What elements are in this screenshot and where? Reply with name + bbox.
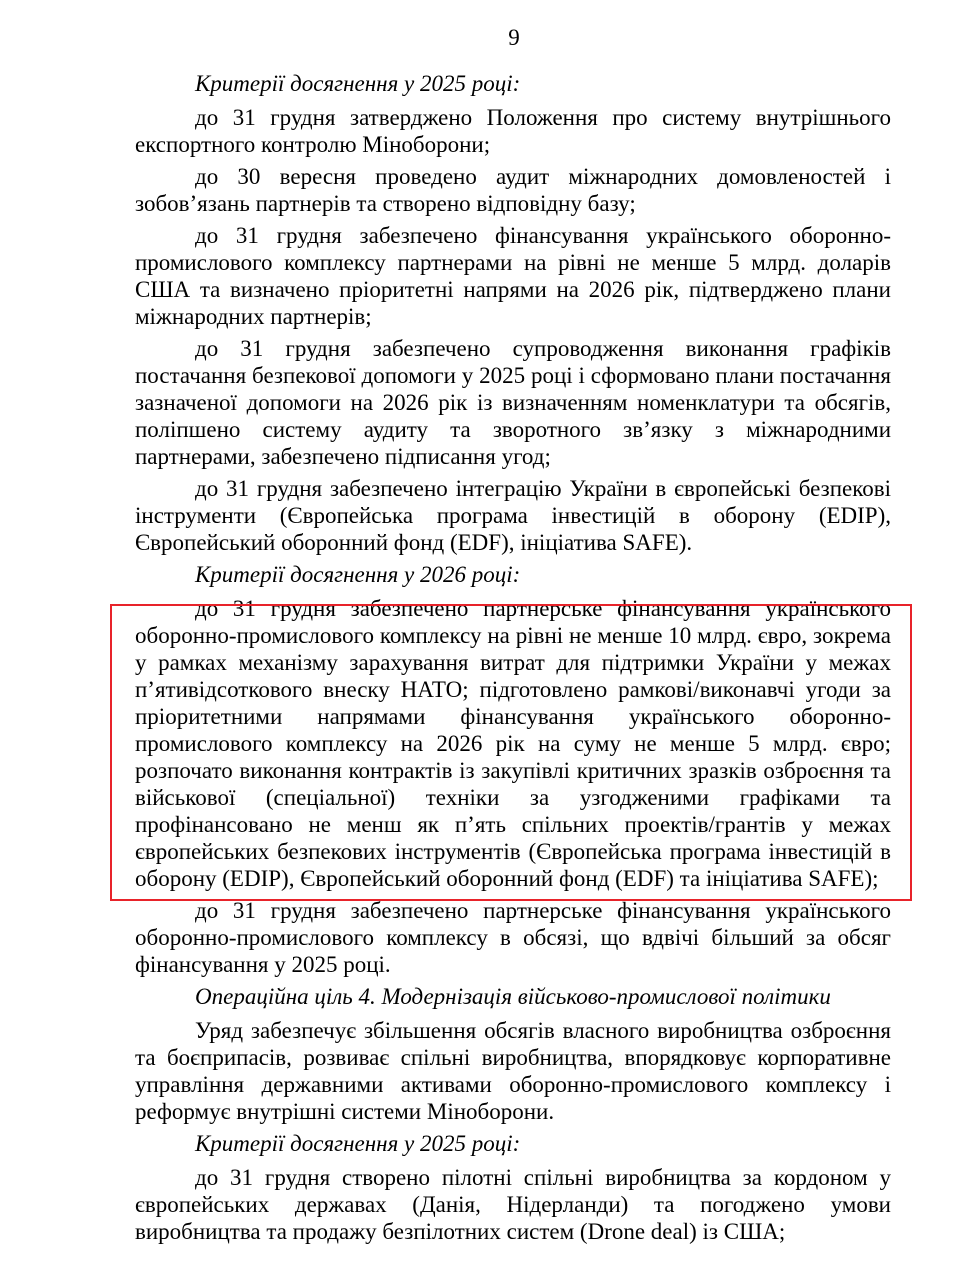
paragraph-security-assistance: до 31 грудня забезпечено супроводження виконання графіків постачання безпекової допомоги у 2025 році і сформовано плани постачання зазначеної допомоги на 2026 рік із визначенням номенклатури та обсягів, поліпшено систему аудиту та зворотного зв’язку з міжнародними партнерами, забезпечено підписання угод; bbox=[135, 336, 891, 469]
criteria-heading-2026: Критерії досягнення у 2026 році: bbox=[195, 562, 521, 587]
paragraph-financing-2025: до 31 грудня забезпечено фінансування українського оборонно-промислового комплексу партнерами на рівні не менше 5 млрд. доларів США та визначено пріоритетні напрями на 2026 рік, підтверджено плани міжнародних партнерів; bbox=[135, 223, 891, 329]
paragraph-audit: до 30 вересня проведено аудит міжнародних домовленостей і зобов’язань партнерів та створено відповідну базу; bbox=[135, 164, 891, 216]
paragraph-eu-instruments: до 31 грудня забезпечено інтеграцію України в європейські безпекові інструменти (Європейська програма інвестицій в оборону (EDIP), Європейський оборонний фонд (EDF), ініціатива SAFE). bbox=[135, 476, 891, 555]
paragraph-highlighted-financing-2026: до 31 грудня забезпечено партнерське фінансування українського оборонно-промислового комплексу на рівні не менше 10 млрд. євро, зокрема у рамках механізму зарахування витрат для підтримки України у межах п’ятивідсоткового внеску НАТО; підготовлено рамкові/виконавчі угоди за пріоритетними напрямами фінансування українського оборонно-промислового комплексу на 2026 рік на суму не менше 5 млрд. євро; розпочато виконання контрактів із закупівлі критичних зразків озброєння та військової (спеціальної) техніки за узгодженими графіками та профінансовано не менш як п’ять спільних проектів/грантів у межах європейських безпекових інструментів (Європейська програма інвестицій в оборону (EDIP), Європейський оборонний фонд (EDF) та ініціатива SAFE); bbox=[135, 596, 891, 891]
paragraph-joint-production: до 31 грудня створено пілотні спільні виробництва за кордоном у європейських державах (Данія, Нідерланди) та погоджено умови виробництва та продажу безпілотних систем (Drone deal) із США; bbox=[135, 1165, 891, 1244]
page-number: 9 bbox=[508, 25, 520, 50]
operational-goal-heading: Операційна ціль 4. Модернізація військово-промислової політики bbox=[195, 984, 831, 1009]
paragraph-export-control: до 31 грудня затверджено Положення про систему внутрішнього експортного контролю Міноборони; bbox=[135, 105, 891, 157]
highlight-annotation-box bbox=[110, 604, 912, 901]
criteria-heading-2025-second: Критерії досягнення у 2025 році: bbox=[195, 1131, 521, 1156]
paragraph-financing-doubled: до 31 грудня забезпечено партнерське фінансування українського оборонно-промислового комплексу в обсязі, що вдвічі більший за обсяг фінансування у 2025 році. bbox=[135, 898, 891, 977]
paragraph-government-production: Уряд забезпечує збільшення обсягів власного виробництва озброєння та боєприпасів, розвиває спільні виробництва, впорядковує корпоративне управління державними активами оборонно-промислового комплексу і реформує внутрішні системи Міноборони. bbox=[135, 1018, 891, 1124]
criteria-heading-2025: Критерії досягнення у 2025 році: bbox=[195, 71, 521, 96]
